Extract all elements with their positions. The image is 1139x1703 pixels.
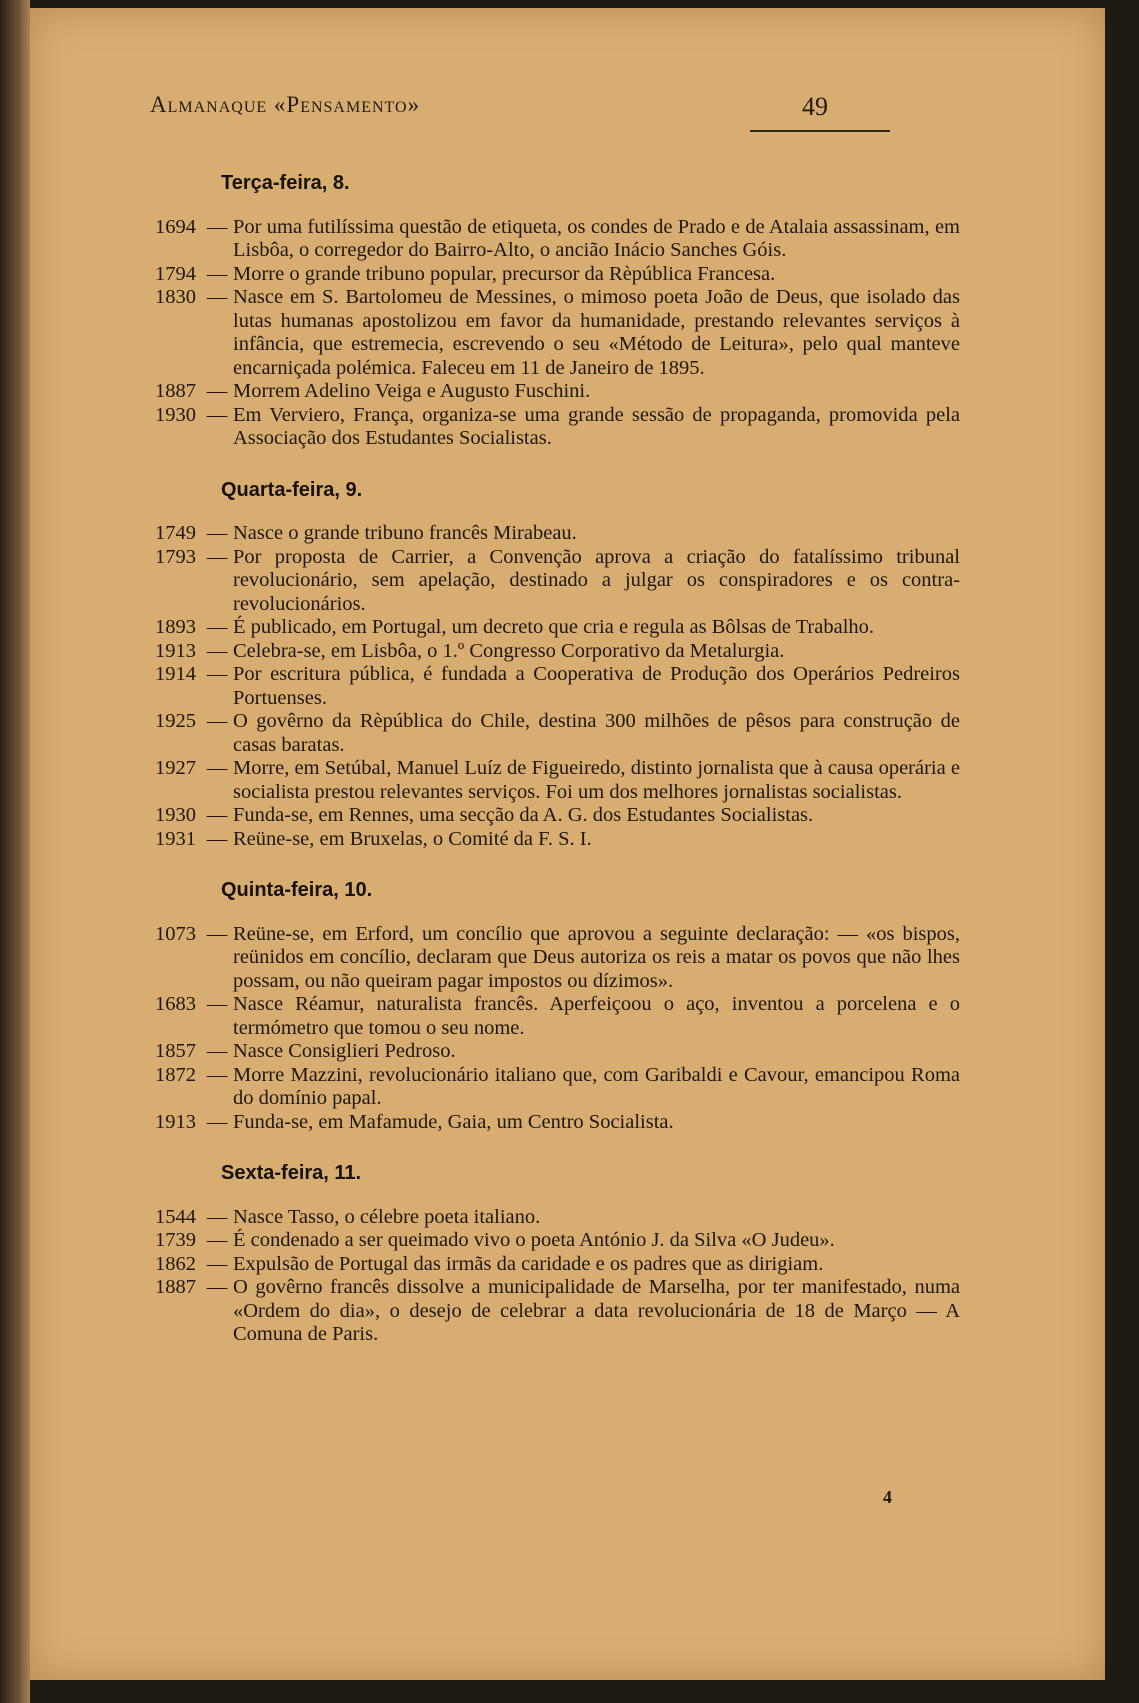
entry-text: Morre o grande tribuno popular, precursor da Rèpública Francesa. — [233, 262, 776, 285]
entry-dash: — — [206, 1276, 228, 1298]
chronology-entry — [155, 1253, 960, 1277]
chronology-entry — [155, 804, 960, 828]
entry-year: 1794 — [155, 262, 196, 285]
entry-year: 1927 — [155, 757, 196, 779]
entry-year: 1793 — [155, 545, 196, 568]
entry-year: 1862 — [155, 1252, 196, 1275]
entry-year: 1913 — [155, 1110, 196, 1133]
book-spine-shadow — [0, 0, 30, 1703]
chronology-entry — [155, 993, 960, 1040]
entry-text: Morre, em Setúbal, Manuel Luíz de Figueiredo, distinto jornalista que à causa operária e socialista prestou relevantes serviços. Foi um dos melhores jornalistas socialistas. — [233, 757, 960, 803]
entry-year: 1930 — [155, 403, 196, 426]
chronology-entry — [155, 1206, 960, 1230]
page-number: 49 — [802, 92, 828, 121]
entry-dash: — — [206, 262, 228, 285]
chronology-entry — [155, 616, 960, 640]
entry-year: 1830 — [155, 286, 196, 308]
chronology-entry — [155, 380, 960, 404]
page-header — [150, 92, 890, 132]
entry-text: Morrem Adelino Veiga e Augusto Fuschini. — [233, 380, 591, 402]
running-title: Almanaque «Pensamento» — [150, 92, 421, 117]
day-heading: Quarta-feira, 9. — [221, 478, 363, 501]
entry-text: Celebra-se, em Lisbôa, o 1.º Congresso Corporativo da Metalurgia. — [233, 639, 785, 662]
entry-text: Reüne-se, em Bruxelas, o Comité da F. S. I. — [233, 827, 592, 850]
entry-text: Nasce o grande tribuno francês Mirabeau. — [233, 522, 577, 544]
entry-dash: — — [206, 710, 228, 732]
entry-dash: — — [206, 639, 228, 662]
entry-dash: — — [206, 1110, 228, 1133]
entry-dash: — — [206, 380, 228, 402]
day-section — [155, 172, 960, 451]
entry-text: É condenado a ser queimado vivo o poeta António J. da Silva «O Judeu». — [233, 1229, 835, 1251]
entry-year: 1749 — [155, 522, 196, 544]
entry-dash: — — [206, 403, 228, 426]
chronology-entry — [155, 263, 960, 287]
day-heading: Sexta-feira, 11. — [221, 1162, 362, 1184]
entry-dash: — — [206, 663, 228, 685]
entry-year: 1872 — [155, 1063, 196, 1086]
chronology-entry — [155, 546, 960, 617]
chronology-entry — [155, 663, 960, 710]
chronology-entry — [155, 286, 960, 380]
chronology-entry — [155, 710, 960, 757]
entry-year: 1925 — [155, 710, 196, 732]
entry-text: Nasce Tasso, o célebre poeta italiano. — [233, 1205, 541, 1228]
header-rule — [750, 130, 890, 132]
entry-text: Expulsão de Portugal das irmãs da caridade e os padres que as dirigiam. — [233, 1252, 824, 1275]
entry-dash: — — [206, 922, 228, 945]
chronology-entry — [155, 522, 960, 546]
entry-year: 1913 — [155, 639, 196, 662]
chronology-entry — [155, 828, 960, 852]
chronology-entry — [155, 757, 960, 804]
chronology-entry — [155, 1064, 960, 1111]
entry-dash: — — [206, 827, 228, 850]
chronology-entry — [155, 404, 960, 451]
entry-dash: — — [206, 1063, 228, 1086]
entry-text: Nasce Consiglieri Pedroso. — [233, 1040, 456, 1062]
entry-year: 1739 — [155, 1229, 196, 1251]
day-heading: Quinta-feira, 10. — [221, 879, 373, 901]
chronology-entry — [155, 640, 960, 664]
entry-text: Nasce Réamur, naturalista francês. Aperfeiçoou o aço, inventou a porcelena e o termómetro que tomou o seu nome. — [233, 993, 960, 1039]
entry-text: Por proposta de Carrier, a Convenção aprova a criação do fatalíssimo tribunal revolucionário, sem apelação, destinado a julgar os conspiradores e os contra-revolucionários. — [233, 545, 960, 615]
entry-year: 1887 — [155, 380, 196, 402]
entry-dash: — — [206, 757, 228, 779]
entry-text: Morre Mazzini, revolucionário italiano que, com Garibaldi e Cavour, emancipou Roma do domínio papal. — [233, 1063, 960, 1109]
entry-year: 1073 — [155, 922, 196, 945]
entry-dash: — — [206, 522, 228, 544]
entry-text: Funda-se, em Rennes, uma secção da A. G. dos Estudantes Socialistas. — [233, 804, 814, 826]
page-content — [155, 172, 960, 1375]
chronology-entry — [155, 923, 960, 994]
entry-text: Funda-se, em Mafamude, Gaia, um Centro Socialista. — [233, 1110, 674, 1133]
entry-dash: — — [206, 1205, 228, 1228]
entry-text: Reüne-se, em Erford, um concílio que aprovou a seguinte declaração: — «os bispos, reünidos em concílio, declaram que Deus autoriza os reis a matar os povos que não lhes possam, ou não queiram pagar impostos ou dízimos». — [233, 922, 960, 992]
chronology-entry — [155, 216, 960, 263]
chronology-entry — [155, 1229, 960, 1253]
entry-dash: — — [206, 1252, 228, 1275]
entry-dash: — — [206, 286, 228, 308]
entry-year: 1931 — [155, 827, 196, 850]
day-section — [155, 479, 960, 852]
entry-text: É publicado, em Portugal, um decreto que cria e regula as Bôlsas de Trabalho. — [233, 616, 875, 638]
entry-dash: — — [206, 804, 228, 826]
day-section — [155, 879, 960, 1134]
day-section — [155, 1162, 960, 1347]
entry-text: Nasce em S. Bartolomeu de Messines, o mimoso poeta João de Deus, que isolado das lutas humanas apostolizou em favor da humanidade, prestando relevantes serviços à infância, que estremecia, escrevendo o seu «Método de Leitura», pelo qual manteve encarniçada polémica. Faleceu em 11 de Janeiro de 1895. — [233, 286, 960, 379]
entry-text: Por escritura pública, é fundada a Cooperativa de Produção dos Operários Pedreiros Portuenses. — [233, 663, 960, 709]
entry-text: Por uma futilíssima questão de etiqueta, os condes de Prado e de Atalaia assassinam, em Lisbôa, o corregedor do Bairro-Alto, o ancião Inácio Sanches Góis. — [233, 215, 960, 261]
entry-dash: — — [206, 1040, 228, 1062]
entry-dash: — — [206, 993, 228, 1015]
entry-year: 1930 — [155, 804, 196, 826]
entry-year: 1857 — [155, 1040, 196, 1062]
entry-dash: — — [206, 616, 228, 638]
entry-dash: — — [206, 545, 228, 568]
entry-year: 1544 — [155, 1205, 196, 1228]
entry-text: Em Verviero, França, organiza-se uma grande sessão de propaganda, promovida pela Associação dos Estudantes Socialistas. — [233, 403, 960, 449]
chronology-entry — [155, 1111, 960, 1135]
chronology-entry — [155, 1040, 960, 1064]
entry-text: O govêrno francês dissolve a municipalidade de Marselha, por ter manifestado, numa «Ordem do dia», o desejo de celebrar a data revolucionária de 18 de Março — A Comuna de Paris. — [233, 1276, 960, 1345]
chronology-entry — [155, 1276, 960, 1347]
entry-year: 1694 — [155, 215, 196, 238]
day-heading: Terça-feira, 8. — [221, 172, 350, 194]
entry-dash: — — [206, 1229, 228, 1251]
entry-year: 1914 — [155, 663, 196, 685]
entry-text: O govêrno da Rèpública do Chile, destina 300 milhões de pêsos para construção de casas baratas. — [233, 710, 960, 756]
entry-dash: — — [206, 215, 228, 238]
signature-mark: 4 — [883, 1487, 892, 1507]
entry-year: 1683 — [155, 993, 196, 1015]
entry-year: 1887 — [155, 1276, 196, 1298]
entry-year: 1893 — [155, 616, 196, 638]
